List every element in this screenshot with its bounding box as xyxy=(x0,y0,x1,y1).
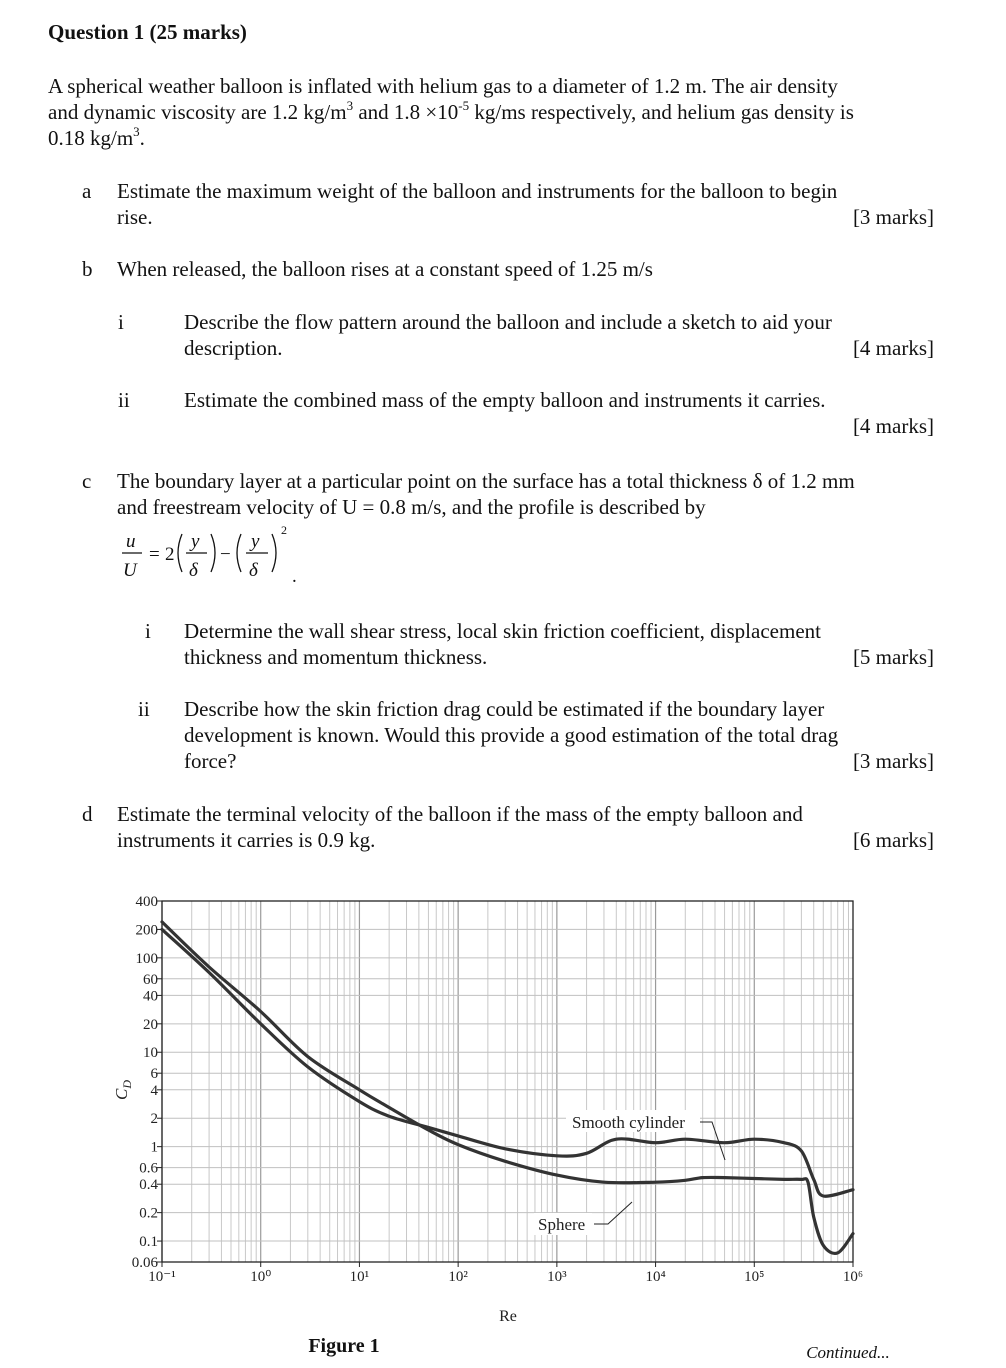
y-tick-label: 0.2 xyxy=(139,1205,158,1222)
intro-line-3 xyxy=(48,125,145,151)
y-tick-label: 0.1 xyxy=(139,1234,158,1251)
x-tick-label: 10⁻¹ xyxy=(148,1269,176,1285)
intro-line-2b: and 1.8 ×10 xyxy=(353,100,459,124)
drag-coefficient-chart xyxy=(0,880,1006,1368)
y-tick-label: 0.6 xyxy=(139,1160,158,1177)
sup-minus5: -5 xyxy=(458,98,470,113)
x-axis-label: Re xyxy=(499,1308,517,1325)
x-tick-label: 10⁵ xyxy=(744,1269,765,1285)
chart-grid xyxy=(162,901,853,1262)
part-c-ii-line1: Describe how the skin friction drag could be estimated if the boundary layer xyxy=(184,697,825,721)
part-c-ii-line3: force? xyxy=(184,749,237,773)
part-d-marks: [6 marks] xyxy=(852,828,934,852)
y-tick-label: 60 xyxy=(143,971,158,988)
part-c-letter: c xyxy=(82,469,92,493)
intro-line-3-text: 0.18 kg/m xyxy=(48,126,134,150)
annotation-smooth-cylinder: Smooth cylinder xyxy=(572,1113,685,1132)
y-tick-label: 2 xyxy=(150,1111,158,1128)
part-a-line1: Estimate the maximum weight of the balloon and instruments for the balloon to begin xyxy=(117,179,838,203)
eq-equals: = xyxy=(149,544,160,565)
eq-delta1: δ xyxy=(189,560,198,581)
part-a-marks: [3 marks] xyxy=(852,205,934,229)
part-d-line1: Estimate the terminal velocity of the balloon if the mass of the empty balloon and xyxy=(117,802,803,826)
part-b-ii-marks: [4 marks] xyxy=(852,414,934,438)
intro-line-2a: and dynamic viscosity are 1.2 kg/m xyxy=(48,100,347,124)
eq-minus: − xyxy=(220,544,231,565)
y-tick-label: 0.4 xyxy=(139,1177,158,1194)
y-tick-label: 1 xyxy=(150,1139,158,1156)
x-tick-label: 10³ xyxy=(547,1269,567,1285)
y-tick-label: 6 xyxy=(150,1066,158,1083)
y-tick-label: 10 xyxy=(143,1045,158,1062)
part-b-ii-num: ii xyxy=(118,388,130,412)
intro-line-2 xyxy=(48,99,854,125)
part-c-line2: and freestream velocity of U = 0.8 m/s, and the profile is described by xyxy=(117,495,706,519)
eq-U: U xyxy=(123,560,137,581)
x-tick-label: 10⁶ xyxy=(842,1269,864,1285)
eq-u: u xyxy=(126,531,136,552)
part-c-i-line2: thickness and momentum thickness. xyxy=(184,645,488,669)
intro-period: . xyxy=(139,126,145,150)
intro-line-1: A spherical weather balloon is inflated with helium gas to a diameter of 1.2 m. The air density xyxy=(48,74,838,98)
part-c-i-num: i xyxy=(145,619,151,643)
annotation-sphere: Sphere xyxy=(538,1215,586,1234)
eq-delta2: δ xyxy=(249,560,258,581)
part-d-line2: instruments it carries is 0.9 kg. xyxy=(117,828,376,852)
intro-line-2c: kg/ms respectively, and helium gas density is xyxy=(469,100,854,124)
x-tick-label: 10² xyxy=(448,1269,468,1285)
eq-y2: y xyxy=(251,531,260,552)
sup-3b: 3 xyxy=(133,124,140,139)
part-b-i-line2: description. xyxy=(184,336,283,360)
part-c-ii-num: ii xyxy=(138,697,150,721)
part-b-i-marks: [4 marks] xyxy=(852,336,934,360)
sup-3a: 3 xyxy=(346,98,354,113)
boundary-layer-equation xyxy=(112,520,312,588)
continued-footer: Continued... xyxy=(806,1343,890,1362)
x-tick-label: 10¹ xyxy=(349,1269,370,1285)
eq-exp: 2 xyxy=(281,523,287,537)
y-axis-label: $C_D$ xyxy=(112,1079,134,1101)
part-b-ii-line1: Estimate the combined mass of the empty balloon and instruments it carries. xyxy=(184,388,826,412)
y-tick-label: 20 xyxy=(143,1016,158,1033)
part-a-letter: a xyxy=(82,179,92,203)
x-tick-labels xyxy=(148,1262,863,1285)
part-c-ii-marks: [3 marks] xyxy=(852,749,934,773)
y-tick-label: 0.06 xyxy=(131,1255,158,1271)
part-b-line1: When released, the balloon rises at a constant speed of 1.25 m/s xyxy=(117,257,653,281)
part-a-line2: rise. xyxy=(117,205,153,229)
part-c-line1: The boundary layer at a particular point on the surface has a total thickness δ of 1.2 mm xyxy=(117,469,855,493)
eq-two: 2 xyxy=(165,544,175,565)
eq-y1: y xyxy=(191,531,200,552)
figure-caption: Figure 1 xyxy=(308,1335,380,1357)
part-c-i-marks: [5 marks] xyxy=(852,645,934,669)
x-tick-label: 10⁰ xyxy=(250,1269,272,1285)
part-d-letter: d xyxy=(82,802,93,826)
y-tick-label: 40 xyxy=(143,988,158,1005)
part-b-letter: b xyxy=(82,257,93,281)
y-tick-labels xyxy=(132,894,162,1271)
part-b-i-num: i xyxy=(118,310,124,334)
question-title: Question 1 (25 marks) xyxy=(48,20,247,44)
part-c-ii-line2: development is known. Would this provide a good estimation of the total drag xyxy=(184,723,839,747)
y-tick-label: 400 xyxy=(135,894,158,910)
eq-dot: . xyxy=(292,566,297,587)
y-tick-label: 200 xyxy=(135,922,158,939)
part-b-i-line1: Describe the flow pattern around the balloon and include a sketch to aid your xyxy=(184,310,832,334)
x-tick-label: 10⁴ xyxy=(645,1269,666,1285)
y-tick-label: 100 xyxy=(135,950,158,967)
part-c-i-line1: Determine the wall shear stress, local skin friction coefficient, displacement xyxy=(184,619,821,643)
y-tick-label: 4 xyxy=(150,1082,158,1099)
